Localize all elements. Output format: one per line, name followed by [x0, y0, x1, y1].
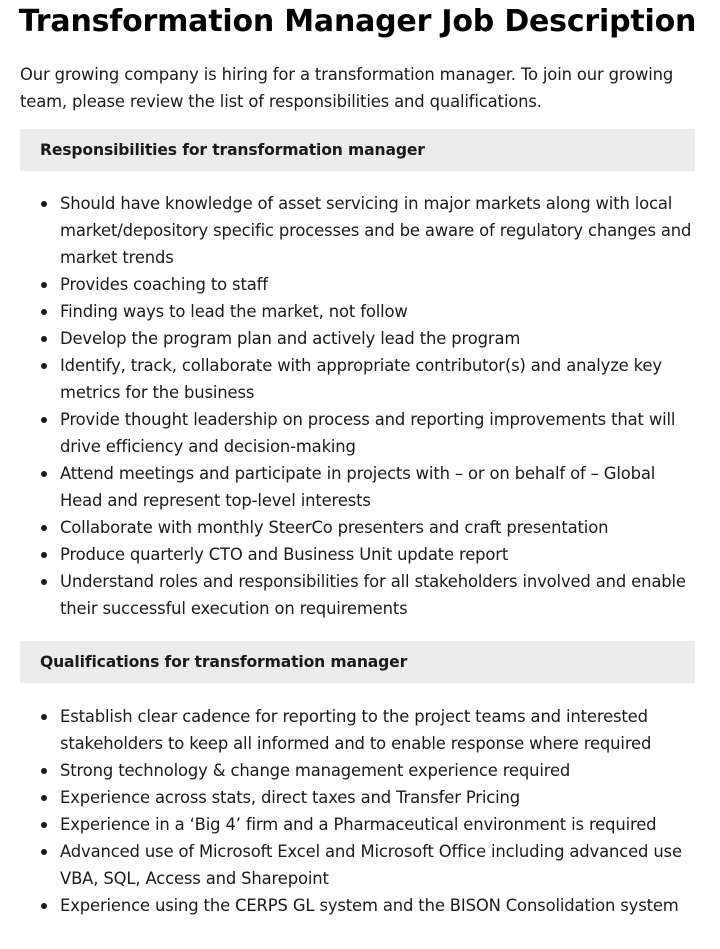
- list-item: Establish clear cadence for reporting to the project teams and interested stakeholders to keep all informed and to enable response where required: [60, 703, 702, 757]
- list-item: Finding ways to lead the market, not follow: [60, 298, 702, 325]
- page-title: Transformation Manager Job Description: [18, 4, 697, 39]
- list-item: Provides coaching to staff: [60, 271, 702, 298]
- list-item: Understand roles and responsibilities for all stakeholders involved and enable their successful execution on requirements: [60, 568, 702, 622]
- list-item: Produce quarterly CTO and Business Unit update report: [60, 541, 702, 568]
- qualifications-heading: Qualifications for transformation manager: [20, 641, 695, 683]
- list-item: Strong technology & change management experience required: [60, 757, 702, 784]
- responsibilities-list: [20, 190, 702, 622]
- list-item: Develop the program plan and actively lead the program: [60, 325, 702, 352]
- list-item: Experience across stats, direct taxes and Transfer Pricing: [60, 784, 702, 811]
- responsibilities-heading: Responsibilities for transformation manager: [20, 129, 695, 171]
- list-item: Advanced use of Microsoft Excel and Microsoft Office including advanced use VBA, SQL, Access and Sharepoint: [60, 838, 702, 892]
- qualifications-list: [20, 703, 702, 919]
- list-item: Experience in a ‘Big 4’ firm and a Pharmaceutical environment is required: [60, 811, 702, 838]
- list-item: Provide thought leadership on process and reporting improvements that will drive efficiency and decision-making: [60, 406, 702, 460]
- intro-paragraph: Our growing company is hiring for a transformation manager. To join our growing team, please review the list of responsibilities and qualifications.: [20, 65, 674, 111]
- list-item: Identify, track, collaborate with appropriate contributor(s) and analyze key metrics for the business: [60, 352, 702, 406]
- list-item: Attend meetings and participate in projects with – or on behalf of – Global Head and represent top-level interests: [60, 460, 702, 514]
- list-item: Experience using the CERPS GL system and the BISON Consolidation system: [60, 892, 702, 919]
- list-item: Should have knowledge of asset servicing in major markets along with local market/depository specific processes and be aware of regulatory changes and market trends: [60, 190, 702, 271]
- list-item: Collaborate with monthly SteerCo presenters and craft presentation: [60, 514, 702, 541]
